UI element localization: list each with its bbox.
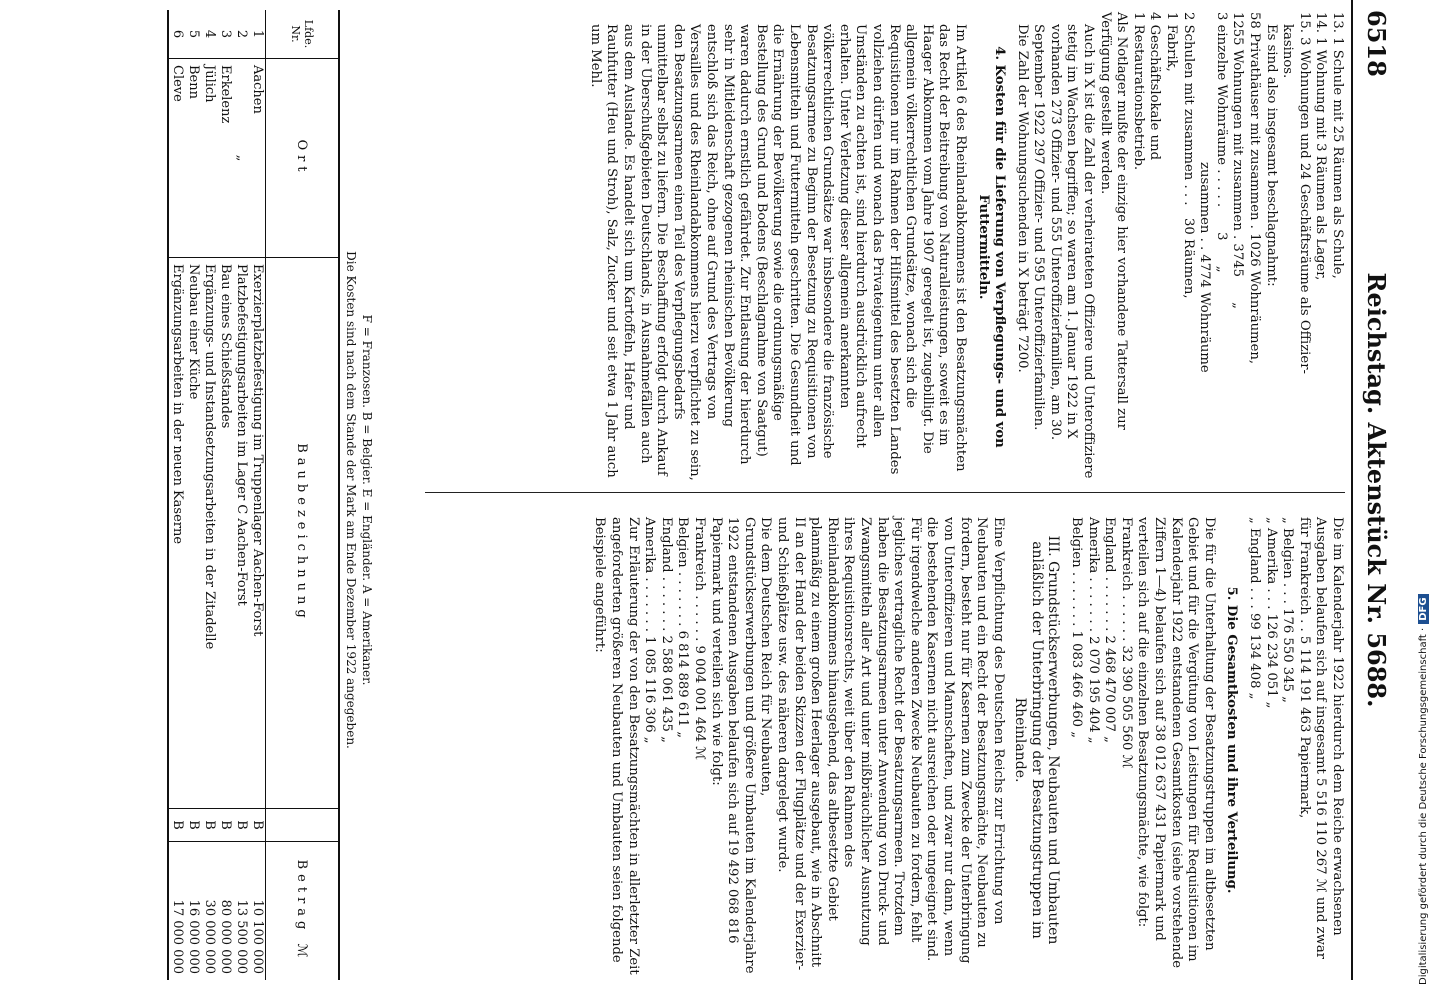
paragraph: Eine Verpflichtung des Deutschen Reichs zur Errichtung von Neubauten und ein Recht der Besatzungsmächte, Neubauten zu fordern, besteht nur für Kasernen zum Zwecke der Unterbringung von Unteroffizieren und Mannschaften, und zwar nur dann, wenn die bestehenden Kasernen nicht ausreichen oder ungeeignet sind. Für irgendwelche anderen Zwecke Neubauten zu fordern, fehlt jegliches vertragliche Recht der Besatzungsarmeen. Trotzdem haben die Besatzungsarmeen unter Anwendung von Druck- und Zwangsmitteln aller Art und unter mißbräuchlicher Ausnutzung ihres Requisitionsrechts, weit über den Rahmen des Rheinlandabkommens hinausgehend, das altbesetzte Gebiet planmäßig zu einem großen Heerlager ausgebaut, wie in Abschnitt II an der Hand der beiden Skizzen der Flugplätze und der Exerzier- und Schießplätze usw. des näheren dargelegt wurde. (775, 517, 1006, 971)
column-left (586, 12, 1345, 482)
cost-label: „ Amerika . . . (1263, 517, 1279, 610)
summary-line: zusammen . . 4774 Wohnräume (1197, 162, 1213, 373)
list-item: 14. 1 Wohnung mit 3 Räumen als Lager, (1313, 12, 1329, 281)
summary-line: 1 Restaurationsbetrieb. (1130, 12, 1146, 171)
cost-row (1068, 505, 1085, 975)
cost-value: 1 085 116 306 „ (642, 636, 658, 744)
page-number: 6518 (1362, 10, 1391, 77)
cost-value: 9 004 001 464 ℳ (692, 645, 708, 761)
cell-nr: 6 (168, 10, 185, 59)
cost-label: Amerika . . . . . . . (1085, 517, 1101, 632)
construction-table (167, 10, 340, 980)
summary-line: 1255 Wohnungen mit zusammen . 3745 „ (1230, 12, 1246, 309)
paragraph: Die im Kalenderjahr 1922 hierdurch dem Reiche erwachsenen Ausgaben belaufen sich auf insgesamt 5 516 110 267 ℳ und zwar (1313, 517, 1345, 960)
cell-bau: Exerzierplatzbefestigung im Truppenlager Aachen-Forst (249, 258, 266, 809)
dfg-logo: DFG (1418, 594, 1429, 623)
cell-bau: Neubau einer Küche (185, 258, 201, 809)
section-heading-3: III. Grundstückserwerbungen, Neubauten und Umbauten anläßlich der Unterbringung der Besatzungstruppen im Rheinlande. (1012, 535, 1062, 945)
cell-ort: Jülich (201, 59, 217, 258)
cost-row (690, 505, 707, 975)
cost-label: England . . . . . . . (658, 517, 674, 632)
cost-value: 5 114 191 463 Papiermark, (1296, 635, 1312, 819)
list-item: 15. 3 Wohnungen und 24 Geschäftsräume als Offizier- (1296, 12, 1312, 374)
cost-value: 2 468 470 007 „ (1102, 635, 1118, 743)
cost-label: für Frankreich . . (1296, 517, 1312, 632)
cell-power: B (168, 809, 185, 842)
cost-label: Amerika . . . . . . . (642, 517, 658, 632)
summary-intro: Es sind also insgesamt beschlagnahmt: (1263, 24, 1279, 287)
cost-row (641, 505, 658, 975)
dfg-note: Digitalisierung gefördert durch die Deutsche Forschungsgemeinschaft · (1418, 627, 1429, 985)
header-nr: Lfde. Nr. (266, 10, 340, 59)
cost-value: 6 814 889 611 „ (675, 630, 691, 739)
table-row (168, 10, 185, 980)
cell-ort: „ (233, 59, 249, 258)
cell-ort: Benn (185, 59, 201, 258)
paragraph: Als Notlager mußte der einzige hier vorhandene Tattersall zur Verfügung gestellt werden. (1097, 12, 1130, 430)
table-row (249, 10, 266, 980)
cell-nr: 2 (234, 29, 249, 39)
table-row (201, 10, 217, 980)
cost-label: England . . . . . . . (1102, 517, 1118, 632)
paragraph: Zur Erläuterung der von den Besatzungsmächten in allerletzter Zeit angeforderten größeren Neubauten und Umbauten seien folgende Beispiele angeführt: (592, 517, 641, 975)
cost-row (1245, 505, 1262, 975)
summary-line: 4 Geschäftslokale und (1147, 12, 1163, 161)
cell-ort: Aachen (249, 59, 266, 258)
cell-betrag: 10 100 000 (249, 842, 266, 981)
section-heading-5: 5. Die Gesamtkosten und ihre Verteilung. (1224, 586, 1240, 894)
cell-betrag: 17 000 000 (168, 842, 185, 981)
header-baubezeichnung: Baubezeichnung (266, 258, 340, 809)
cost-value: 2 070 195 404 „ (1085, 636, 1101, 744)
cost-label: Frankreich . . . . . . (692, 517, 708, 642)
cost-row (1295, 505, 1312, 975)
summary-line: 1 Fabrik, (1164, 12, 1180, 72)
list-item: 13. 1 Schule mit 25 Räumen als Schule, (1330, 12, 1345, 279)
cell-nr: 4 (202, 29, 217, 39)
cell-nr: 5 (186, 29, 201, 39)
cell-bau: Ergänzungs- und Instandsetzungsarbeiten in der Zitadelle (201, 258, 217, 809)
cost-value: 176 550 345 „ (1280, 608, 1296, 703)
paragraph: Die für die Unterhaltung der Besatzungstruppen im altbesetzten Gebiet und für die Vergütung von Leistungen für Requisitionen im Kalenderjahr 1922 entstandenen Gesamtkosten (siehe vorstehende Ziffern 1—4) belaufen sich auf 38 012 637 431 Papiermark und verteilen sich auf die einzelnen Besatzungsmächte, wie folgt: (1135, 517, 1217, 969)
cell-power: B (233, 809, 249, 842)
cell-betrag: 13 500 000 (233, 842, 249, 981)
summary-line: 58 Privathäuser mit zusammen . 1026 Wohnräumen, (1247, 12, 1263, 365)
dfg-sidebar (1418, 5, 1429, 985)
cost-value: 2 588 061 435 „ (658, 635, 674, 743)
paragraph: Die Zahl der Wohnungsuchenden in X beträgt 7200. (1014, 24, 1030, 373)
cell-bau: Ergänzungsarbeiten in der neuen Kaserne (168, 258, 185, 809)
column-right (591, 505, 1345, 975)
page-title: Reichstag. Aktenstück Nr. 5688. (1362, 272, 1391, 708)
cell-ort: Erkelenz (217, 59, 233, 258)
table-row (233, 10, 249, 980)
cost-label: Frankreich . . . . . . (1118, 517, 1134, 642)
cell-betrag: 30 000 000 (201, 842, 217, 981)
legend-date: Die Kosten sind nach dem Stande der Mark am Ende Dezember 1922 angegeben. (344, 251, 358, 749)
cell-ort: Cleve (168, 59, 185, 258)
cost-label: Belgien . . . . . . . (675, 517, 691, 627)
cost-row (657, 505, 674, 975)
cost-row (1279, 505, 1296, 975)
table-notes (343, 20, 375, 980)
table-row (217, 10, 233, 980)
cost-value: 32 390 505 560 ℳ (1118, 645, 1134, 769)
legend: F = Franzosen. B = Belgier. E = Engländer. A = Amerikaner. (360, 314, 374, 686)
section-heading-4: 4. Kosten für die Lieferung von Verpflegungs- und von Futtermitteln. (975, 46, 1008, 448)
header-ort: Ort (266, 59, 340, 258)
header-betrag: Betrag ℳ (266, 842, 340, 981)
cost-row (1262, 505, 1279, 975)
cell-nr: 1 (250, 29, 265, 39)
cell-power: B (249, 809, 266, 842)
summary-line: 3 einzelne Wohnräume . . . . . 3 „ (1213, 12, 1229, 273)
cost-label: Belgien . . . . . . . (1069, 517, 1085, 627)
paragraph: Auch in X ist die Zahl der verheirateten Offiziere und Unteroffiziere stetig im Wachsen begriffen; so waren am 1. Januar 1922 in X vorhanden 273 Offizier- und 555 Unteroffizierfamilien, am 30. September 1922 297 Offizier- und 595 Unteroffizierfamilien. (1031, 24, 1097, 479)
table-row (185, 10, 201, 980)
cost-value: 1 083 466 460 „ (1069, 630, 1085, 739)
cell-bau: Bau eines Schießstandes (217, 258, 233, 809)
header-power (266, 809, 340, 842)
column-divider (425, 492, 1345, 493)
cell-betrag: 80 000 000 (217, 842, 233, 981)
table-header-row (266, 10, 340, 980)
cost-row (1117, 505, 1134, 975)
cost-row (674, 505, 691, 975)
list-item: kasinos. (1280, 24, 1296, 79)
summary-line: 2 Schulen mit zusammen . . . 30 Räumen, (1180, 12, 1196, 299)
cell-power: B (201, 809, 217, 842)
cost-row (1084, 505, 1101, 975)
rotated-page (65, 0, 1405, 990)
cell-nr: 3 (218, 29, 233, 39)
page-header (1351, 0, 1397, 980)
cell-power: B (217, 809, 233, 842)
cost-value: 99 134 408 „ (1247, 612, 1263, 700)
paragraph: Im Artikel 6 des Rheinlandabkommens ist den Besatzungsmächten das Recht der Beitreibung von Naturalleistungen, soweit es im Haager Abkommen vom Jahre 1907 geregelt ist, zugebilligt. Die allgemein völkerrechtlichen Grundsätze, wonach sich die Requisitionen nur im Rahmen der Hilfsmittel des besetzten Landes vollziehen dürfen und wonach das Privateigentum unter allen Umständen zu achten ist, sind hierdurch ausdrücklich aufrecht erhalten. Unter Verletzung dieser allgemein anerkannten völkerrechtlichen Grundsätze war insbesondere die französische Besatzungsarmee zu Beginn der Besetzung zu Requisitionen von Lebensmitteln und Futtermitteln geschritten. Die Gesundheit und die Ernährung der Bevölkerung sowie die ordnungsmäßige Bestellung des Grund und Bodens (Beschlagnahme von Saatgut) waren dadurch ernstlich gefährdet. Zur Entlastung der hierdurch sehr in Mitleidenschaft gezogenen rheinischen Bevölkerung entschloß sich das Reich, ohne auf Grund des Vertrags von Versailles und des Rheinlandabkommens hierzu verpflichtet zu sein, den Besatzungsarmeen einen Teil des Verpflegungsbedarfs unmittelbar selbst zu liefern. Die Beschaffung erfolgt durch Ankauf in der Uberschußgebieten Deutschlands, in Ausnahmefällen auch aus dem Auslande. Es handelt sich um Kartoffeln, Hafer und Rauhfutter (Heu und Stroh), Salz, Zucker und seit etwa 1 Jahr auch um Mehl. (587, 24, 968, 481)
cost-row (1101, 505, 1118, 975)
paragraph: Die dem Deutschen Reich für Neubauten, Grundstückserwerbungen und größere Umbauten im Kalenderjahre 1922 entstandenen Ausgaben belaufen sich auf 19 492 068 816 Papiermark und verteilen sich wie folgt: (708, 517, 774, 974)
cost-label: „ England . . . (1247, 517, 1263, 609)
cost-label: „ Belgien . . . (1280, 517, 1296, 604)
cell-power: B (185, 809, 201, 842)
cell-betrag: 16 000 000 (185, 842, 201, 981)
cost-value: 126 234 051 „ (1263, 613, 1279, 709)
cell-bau: Platzbefestigungsarbeiten im Lager C Aachen-Forst (233, 258, 249, 809)
